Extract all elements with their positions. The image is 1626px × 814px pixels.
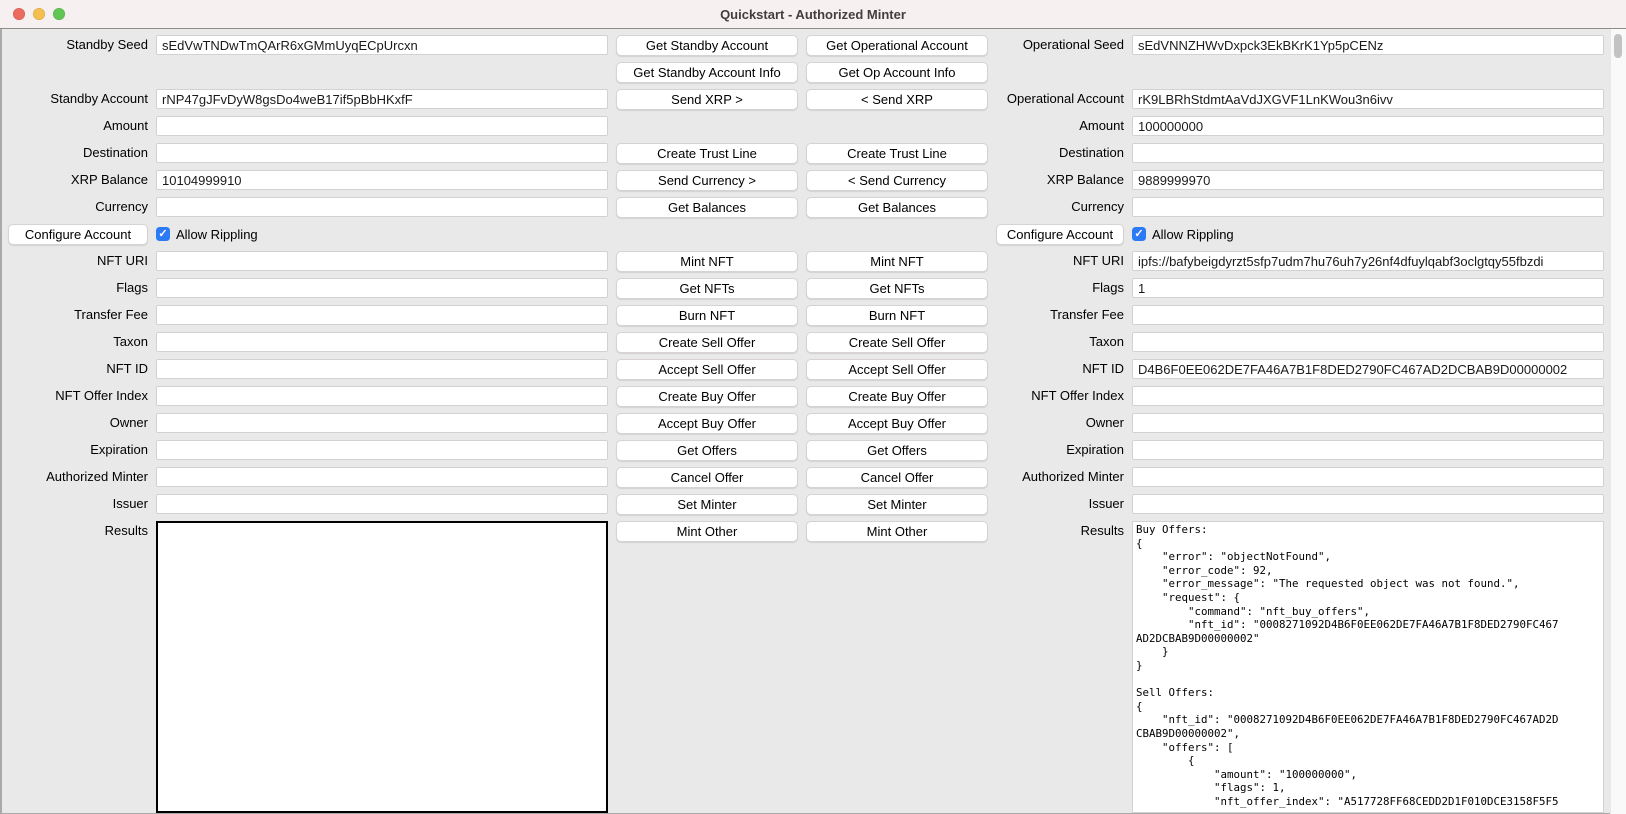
standby-authorized-minter-input[interactable] [156,467,608,487]
titlebar [0,0,1626,29]
op-account-label: Operational Account [1006,91,1124,106]
op-accept-buy-offer-button[interactable]: Accept Buy Offer [806,413,988,434]
standby-xrp-balance-label: XRP Balance [70,172,148,187]
standby-flags-label: Flags [116,280,148,295]
standby-taxon-label: Taxon [113,334,148,349]
window-controls [13,8,65,20]
standby-xrp-balance-input[interactable] [156,170,608,190]
op-authorized-minter-label: Authorized Minter [1022,469,1124,484]
standby-authorized-minter-label: Authorized Minter [46,469,148,484]
op-nft-id-label: NFT ID [1082,361,1124,376]
standby-get-nfts-button[interactable]: Get NFTs [616,278,798,299]
op-destination-label: Destination [1058,145,1124,160]
standby-nft-uri-input[interactable] [156,251,608,271]
op-currency-input[interactable] [1132,197,1604,217]
standby-amount-label: Amount [103,118,148,133]
op-destination-input[interactable] [1132,143,1604,163]
op-send-xrp-button[interactable]: < Send XRP [806,89,988,110]
standby-results-textarea[interactable] [156,521,608,813]
standby-owner-label: Owner [109,415,148,430]
main-form [0,29,1626,814]
op-set-minter-button[interactable]: Set Minter [806,494,988,515]
standby-transfer-fee-label: Transfer Fee [74,307,148,322]
op-expiration-label: Expiration [1066,442,1124,457]
op-allow-rippling-row [1132,224,1604,244]
standby-burn-nft-button[interactable]: Burn NFT [616,305,798,326]
standby-destination-input[interactable] [156,143,608,163]
op-nft-uri-label: NFT URI [1072,253,1124,268]
standby-expiration-input[interactable] [156,440,608,460]
standby-seed-input[interactable] [156,35,608,55]
standby-results-label: Results [104,523,148,538]
standby-issuer-input[interactable] [156,494,608,514]
op-nft-uri-input[interactable] [1132,251,1604,271]
standby-mint-other-button[interactable]: Mint Other [616,521,798,542]
minimize-window-icon[interactable] [33,8,45,20]
standby-allow-rippling-checkbox[interactable]: ✓ [156,227,170,241]
get-operational-account-button[interactable]: Get Operational Account [806,35,988,56]
op-create-trust-line-button[interactable]: Create Trust Line [806,143,988,164]
standby-get-balances-button[interactable]: Get Balances [616,197,798,218]
standby-configure-account-button[interactable]: Configure Account [8,224,148,245]
close-window-icon[interactable] [13,8,25,20]
standby-send-currency-button[interactable]: Send Currency > [616,170,798,191]
op-amount-input[interactable] [1132,116,1604,136]
op-nft-offer-index-input[interactable] [1132,386,1604,406]
op-seed-label: Operational Seed [1022,37,1124,52]
standby-nft-id-label: NFT ID [106,361,148,376]
op-flags-input[interactable] [1132,278,1604,298]
standby-issuer-label: Issuer [112,496,148,511]
op-transfer-fee-label: Transfer Fee [1050,307,1124,322]
standby-set-minter-button[interactable]: Set Minter [616,494,798,515]
standby-create-buy-offer-button[interactable]: Create Buy Offer [616,386,798,407]
standby-mint-nft-button[interactable]: Mint NFT [616,251,798,272]
standby-nft-offer-index-label: NFT Offer Index [55,388,148,403]
op-accept-sell-offer-button[interactable]: Accept Sell Offer [806,359,988,380]
standby-create-sell-offer-button[interactable]: Create Sell Offer [616,332,798,353]
op-account-input[interactable] [1132,89,1604,109]
op-create-sell-offer-button[interactable]: Create Sell Offer [806,332,988,353]
op-cancel-offer-button[interactable]: Cancel Offer [806,467,988,488]
standby-get-offers-button[interactable]: Get Offers [616,440,798,461]
op-mint-other-button[interactable]: Mint Other [806,521,988,542]
op-get-offers-button[interactable]: Get Offers [806,440,988,461]
standby-allow-rippling-label: Allow Rippling [176,226,258,242]
op-xrp-balance-label: XRP Balance [1046,172,1124,187]
op-results-textarea[interactable] [1132,521,1604,813]
op-allow-rippling-checkbox[interactable]: ✓ [1132,227,1146,241]
op-authorized-minter-input[interactable] [1132,467,1604,487]
op-owner-input[interactable] [1132,413,1604,433]
op-taxon-input[interactable] [1132,332,1604,352]
standby-taxon-input[interactable] [156,332,608,352]
standby-accept-buy-offer-button[interactable]: Accept Buy Offer [616,413,798,434]
op-seed-input[interactable] [1132,35,1604,55]
op-issuer-label: Issuer [1088,496,1124,511]
standby-allow-rippling-row [156,224,608,244]
standby-accept-sell-offer-button[interactable]: Accept Sell Offer [616,359,798,380]
standby-flags-input[interactable] [156,278,608,298]
standby-currency-input[interactable] [156,197,608,217]
op-configure-account-button[interactable]: Configure Account [996,224,1124,245]
standby-amount-input[interactable] [156,116,608,136]
op-send-currency-button[interactable]: < Send Currency [806,170,988,191]
standby-cancel-offer-button[interactable]: Cancel Offer [616,467,798,488]
standby-transfer-fee-input[interactable] [156,305,608,325]
op-nft-id-input[interactable] [1132,359,1604,379]
standby-account-input[interactable] [156,89,608,109]
standby-create-trust-line-button[interactable]: Create Trust Line [616,143,798,164]
standby-destination-label: Destination [82,145,148,160]
op-taxon-label: Taxon [1089,334,1124,349]
get-op-account-info-button[interactable]: Get Op Account Info [806,62,988,83]
op-xrp-balance-input[interactable] [1132,170,1604,190]
standby-nft-id-input[interactable] [156,359,608,379]
window-scrollbar-thumb[interactable] [1614,34,1622,58]
get-standby-account-info-button[interactable]: Get Standby Account Info [616,62,798,83]
op-flags-label: Flags [1092,280,1124,295]
standby-seed-label: Standby Seed [66,37,148,52]
op-owner-label: Owner [1085,415,1124,430]
standby-account-label: Standby Account [50,91,148,106]
op-amount-label: Amount [1079,118,1124,133]
standby-currency-label: Currency [95,199,148,214]
op-results-label: Results [1080,523,1124,538]
op-get-nfts-button[interactable]: Get NFTs [806,278,988,299]
zoom-window-icon[interactable] [53,8,65,20]
op-get-balances-button[interactable]: Get Balances [806,197,988,218]
standby-nft-uri-label: NFT URI [96,253,148,268]
op-transfer-fee-input[interactable] [1132,305,1604,325]
op-issuer-input[interactable] [1132,494,1604,514]
standby-owner-input[interactable] [156,413,608,433]
op-allow-rippling-label: Allow Rippling [1152,226,1234,242]
op-nft-offer-index-label: NFT Offer Index [1031,388,1124,403]
get-standby-account-button[interactable]: Get Standby Account [616,35,798,56]
standby-nft-offer-index-input[interactable] [156,386,608,406]
standby-send-xrp-button[interactable]: Send XRP > [616,89,798,110]
window-scrollbar[interactable] [1610,29,1626,814]
op-burn-nft-button[interactable]: Burn NFT [806,305,988,326]
op-mint-nft-button[interactable]: Mint NFT [806,251,988,272]
op-create-buy-offer-button[interactable]: Create Buy Offer [806,386,988,407]
op-currency-label: Currency [1071,199,1124,214]
standby-expiration-label: Expiration [90,442,148,457]
window-title: Quickstart - Authorized Minter [720,6,906,22]
op-expiration-input[interactable] [1132,440,1604,460]
